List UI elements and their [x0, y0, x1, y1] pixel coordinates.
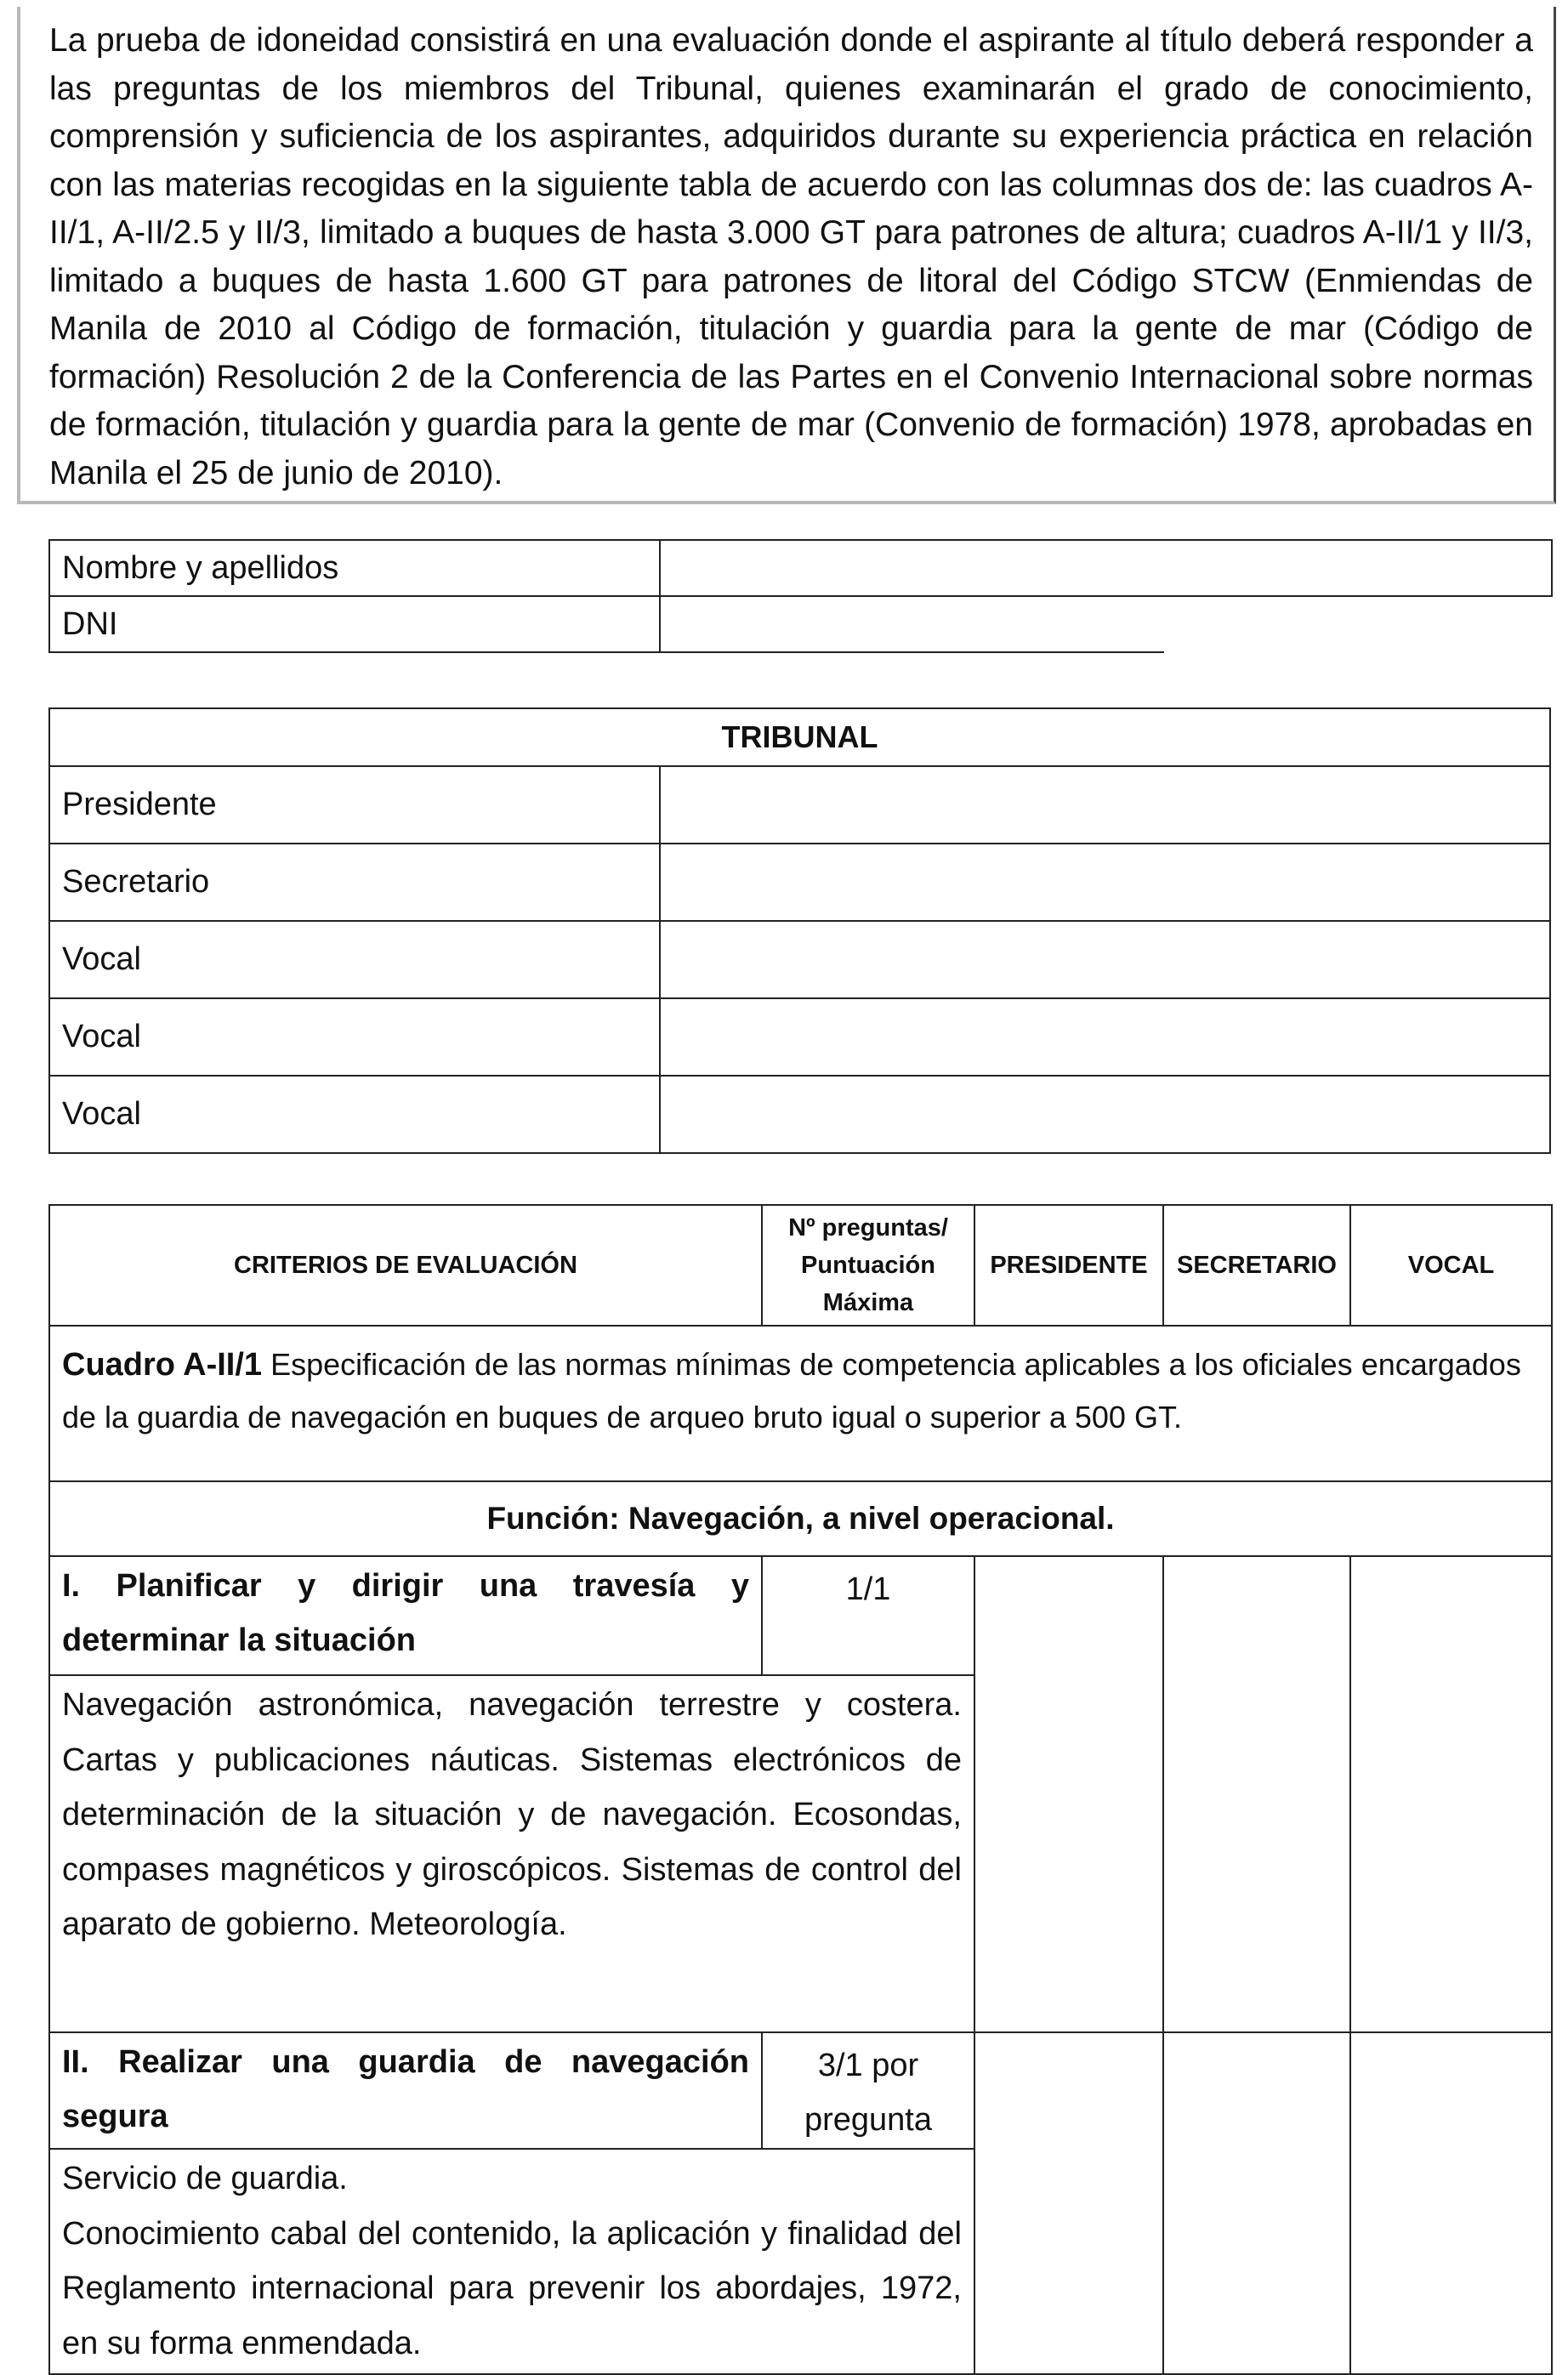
- score-vocal[interactable]: [1350, 1556, 1552, 2032]
- member-label: Vocal: [49, 998, 660, 1076]
- cuadro-text: Especificación de las normas mínimas de competencia aplicables a los oficiales encargados de la guardia de navegación en buques de arqueo bruto igual o superior a 500 GT.: [62, 1347, 1521, 1435]
- intro-paragraph: [17, 7, 1556, 504]
- item-score: 3/1 por pregunta: [762, 2032, 974, 2149]
- name-label: Nombre y apellidos: [49, 540, 660, 596]
- member-field[interactable]: [660, 844, 1550, 921]
- criteria-table: [48, 1204, 1553, 2375]
- header-presidente: PRESIDENTE: [974, 1205, 1163, 1326]
- score-secretario[interactable]: [1163, 2032, 1350, 2374]
- member-label: Vocal: [49, 921, 660, 998]
- cuadro-title: Cuadro A-II/1: [62, 1347, 263, 1383]
- item-score: 1/1: [762, 1556, 974, 1675]
- header-vocal: VOCAL: [1350, 1205, 1552, 1326]
- dni-label: DNI: [49, 596, 660, 652]
- item-title: II. Realizar una guardia de navegación segura: [49, 2032, 762, 2149]
- score-vocal[interactable]: [1350, 2032, 1552, 2374]
- tribunal-table: [48, 707, 1551, 1154]
- item-content: Navegación astronómica, navegación terrestre y costera. Cartas y publicaciones náuticas. Sistemas electrónicos de determinación de la situación y de navegación. Ecosondas, compases magnéticos y giroscópicos. Sistemas de control del aparato de gobierno. Meteorología.: [49, 1675, 974, 2032]
- score-presidente[interactable]: [974, 1556, 1163, 2032]
- intro-text: La prueba de idoneidad consistirá en una evaluación donde el aspirante al título deberá responder a las preguntas de los miembros del Tribunal, quienes examinarán el grado de conocimiento, comprensión y suficiencia de los aspirantes, adquiridos durante su experiencia práctica en relación con las materias recogidas en la siguiente tabla de acuerdo con las columnas dos de: las cuadros A-II/1, A-II/2.5 y II/3, limitado a buques de hasta 3.000 GT para patrones de altura; cuadros A-II/1 y II/3, limitado a buques de hasta 1.600 GT para patrones de litoral del Código STCW (Enmiendas de Manila de 2010 al Código de formación, titulación y guardia para la gente de mar (Código de formación) Resolución 2 de la Conferencia de las Partes en el Convenio Internacional sobre normas de formación, titulación y guardia para la gente de mar (Convenio de formación) 1978, aprobadas en Manila el 25 de junio de 2010).: [49, 22, 1533, 491]
- member-field[interactable]: [660, 766, 1550, 844]
- function-title: Función: Navegación, a nivel operacional.: [49, 1481, 1552, 1556]
- member-field[interactable]: [660, 921, 1550, 998]
- header-criterios: CRITERIOS DE EVALUACIÓN: [49, 1205, 762, 1326]
- header-secretario: SECRETARIO: [1163, 1205, 1350, 1326]
- item-title: I. Planificar y dirigir una travesía y determinar la situación: [49, 1556, 762, 1675]
- header-preguntas: Nº preguntas/ Puntuación Máxima: [762, 1205, 974, 1326]
- score-presidente[interactable]: [974, 2032, 1163, 2374]
- member-label: Secretario: [49, 844, 660, 921]
- cuadro-description: [49, 1326, 1552, 1481]
- member-label: Vocal: [49, 1076, 660, 1153]
- dni-row-right-blank: [1164, 597, 1555, 656]
- tribunal-title: TRIBUNAL: [49, 708, 1550, 766]
- member-field[interactable]: [660, 998, 1550, 1076]
- name-field[interactable]: [660, 540, 1552, 596]
- score-secretario[interactable]: [1163, 1556, 1350, 2032]
- member-field[interactable]: [660, 1076, 1550, 1153]
- member-label: Presidente: [49, 766, 660, 844]
- item-content: Servicio de guardia. Conocimiento cabal del contenido, la aplicación y finalidad del Reglamento internacional para prevenir los abordajes, 1972, en su forma enmendada.: [49, 2149, 974, 2374]
